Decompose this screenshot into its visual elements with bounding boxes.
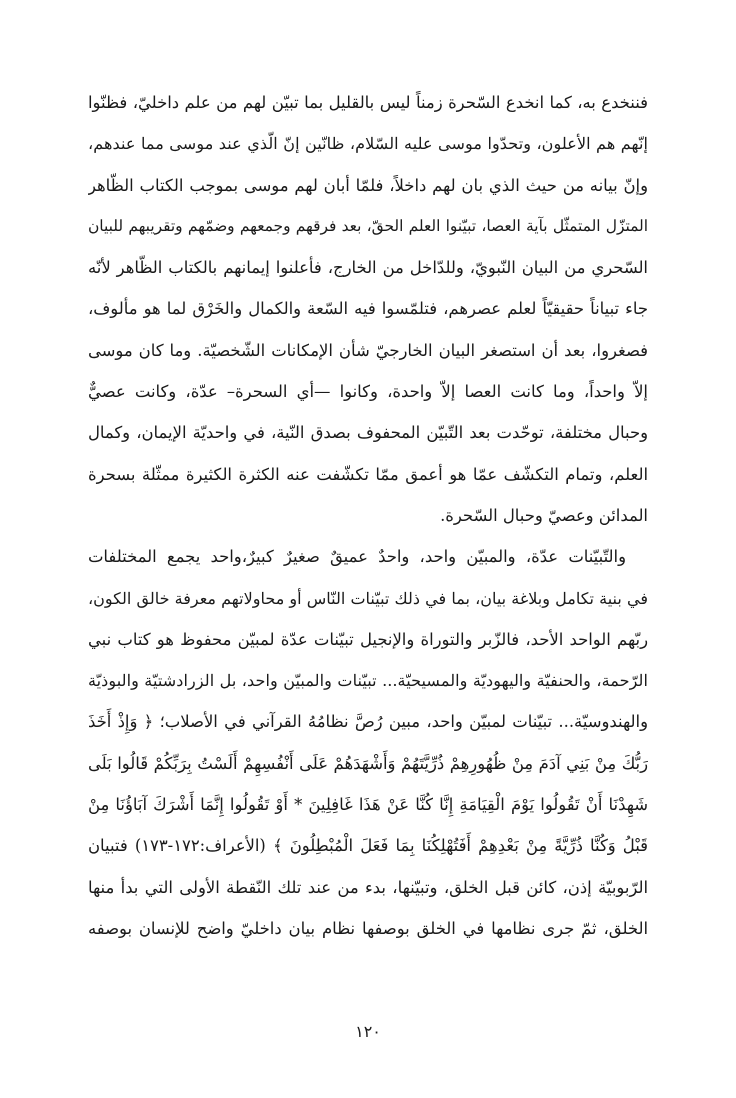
text-line: في بنية تكامل وبلاغة بيان، بما في ذلك تبيّنات النّاس أو محاولاتهم معرفة خالق الكون، bbox=[88, 588, 648, 608]
text-line: الرّبوبيّة إذن، كائن قبل الخلق، وتبيّنها، بدء من عند تلك النّقطة الأولى التي بدأ منها bbox=[88, 877, 648, 897]
quran-verse-line: شَهِدْنَا أَنْ تَقُولُوا يَوْمَ الْقِيَامَةِ إِنَّا كُنَّا عَنْ هَذَا غَافِلِينَ * أَوْ تَقُولُوا إِنَّمَا أَشْرَكَ آبَاؤُنَا مِنْ bbox=[88, 795, 648, 815]
text-line: الرّحمة، والحنفيّة واليهوديّة والمسيحيّة... تبيّنات والمبيّن واحد، بل الزرادشتيّة والبوذيّة bbox=[88, 671, 648, 691]
text-line: وحبال مختلفة، توحّدت بعد التّبيّن المحفوف بصدق النّية، في واحديّة الإيمان، وكمال bbox=[88, 423, 648, 443]
text-line: السّحري من البيان النّبويّ، وللدّاخل من الخارج، فأعلنوا إيمانهم بالكتاب الظّاهر لأنّه bbox=[88, 258, 648, 278]
text-line: المتزّل المتمثّل بآية العصا، تبيّنوا العلم الحقّ، بعد فرقهم وجمعهم وضمّهم وتقريبهم للبيان bbox=[88, 216, 648, 235]
body-text bbox=[88, 82, 648, 949]
text-line: والهندوسيّة... تبيّنات لمبيّن واحد، مبين رُصَّ نظامُهُ القرآني في الأصلاب؛ ﴿ وَإِذْ أَخَذَ bbox=[88, 712, 648, 732]
text-line-paragraph-start: والتّبيّنات عدّة، والمبيّن واحد، واحدٌ عميقٌ صغيرٌ كبيرٌ،واحد يجمع المختلفات bbox=[88, 547, 626, 567]
page-number: ١٢٠ bbox=[355, 1022, 381, 1041]
quran-verse-line: رَبُّكَ مِنْ بَنِي آدَمَ مِنْ ظُهُورِهِمْ ذُرِّيَّتَهُمْ وَأَشْهَدَهُمْ عَلَى أَنْفُسِهِمْ أَلَسْتُ بِرَبِّكُمْ قَالُوا بَلَى bbox=[88, 753, 648, 773]
text-line: جاء تبياناً حقيقيّاً لعلم عصرهم، فتلمّسوا فيه السّعة والكمال والخَرْق لما هو مألوف، bbox=[88, 299, 648, 319]
text-line: فننخدع به، كما انخدع السّحرة زمناً ليس بالقليل بما تبيّن لهم من علم داخليّ، فظنّوا bbox=[88, 93, 648, 112]
text-line: إنّهم هم الأعلون، وتحدّوا موسى عليه السّلام، ظانّين إنّ الّذي عند موسى مما عندهم، bbox=[88, 134, 648, 154]
text-line: إلاّ واحداً، وما كانت العصا إلاّ واحدة، وكانوا —أي السحرة– عدّة، وكانت عصيٌّ bbox=[88, 382, 648, 402]
text-line: ربّهم الواحد الأحد، فالزّبر والتوراة والإنجيل تبيّنات عدّة لمبيّن محفوظ هو كتاب نبي bbox=[88, 629, 648, 649]
quran-verse-line: قَبْلُ وَكُنَّا ذُرِّيَّةً مِنْ بَعْدِهِمْ أَفَتُهْلِكُنَا بِمَا فَعَلَ الْمُبْطِلُونَ ﴾ (الأعراف:١٧٢-١٧٣) فتبيان bbox=[88, 836, 648, 856]
text-line: الخلق، ثمّ جرى نظامها في الخلق بوصفها نظام بيان داخليّ واضح للإنسان بوصفه bbox=[88, 918, 648, 938]
text-line: فصغروا، بعد أن استصغر البيان الخارجيّ شأن الإمكانات الشّخصيّة. وما كان موسى bbox=[88, 340, 648, 360]
text-line: العلم، وتمام التكشّف عمّا هو أعمق ممّا تكشّفت عنه الكثرة الكثيرة ممثّلة بسحرة bbox=[88, 464, 648, 484]
text-line: وإنّ بيانه من حيث الذي بان لهم داخلاً، فلمّا أبان لهم موسى بموجب الكتاب الظّاهر bbox=[88, 175, 648, 195]
text-line-last: المدائن وعصيّ وحبال السّحرة. bbox=[440, 505, 648, 525]
